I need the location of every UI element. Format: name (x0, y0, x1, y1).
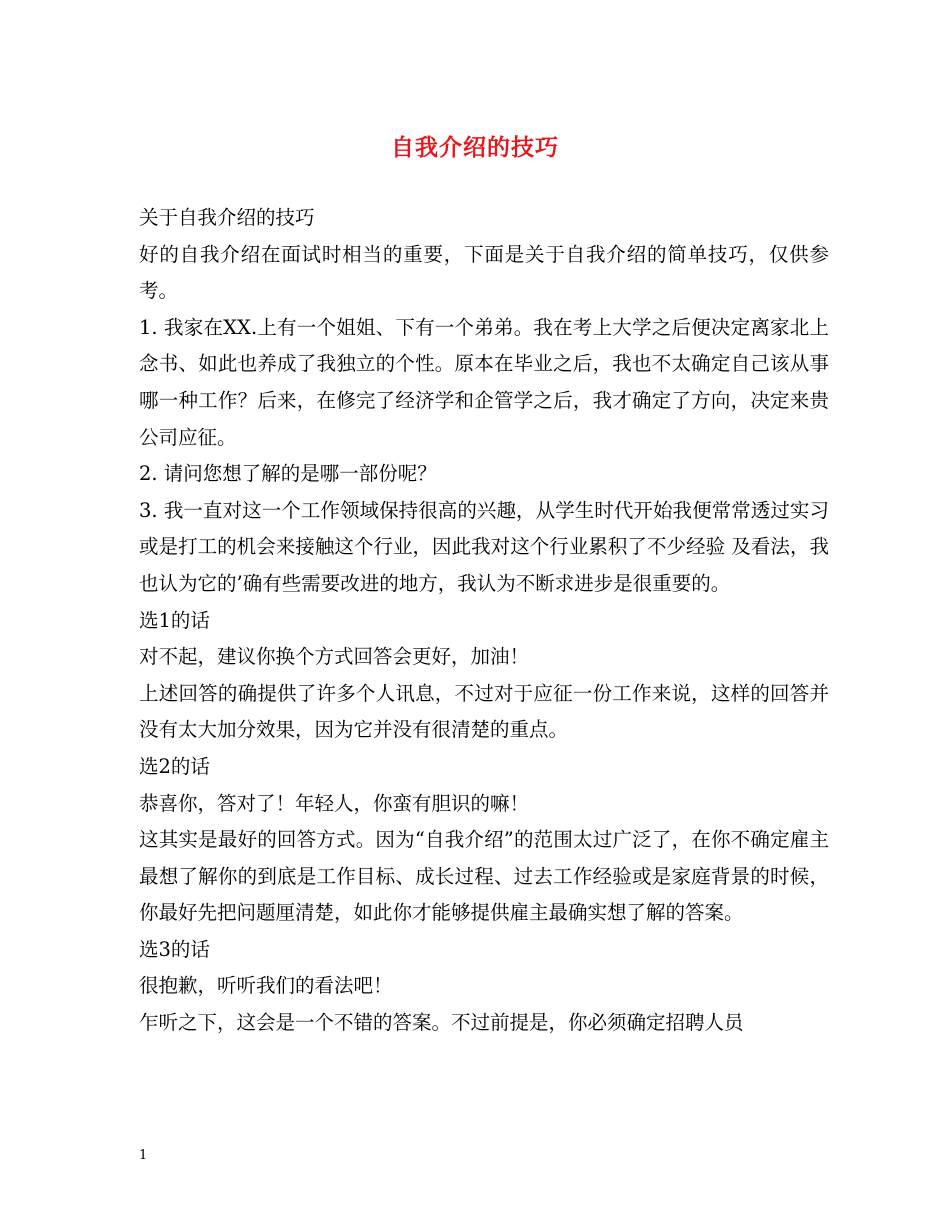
paragraph: 好的自我介绍在面试时相当的重要，下面是关于自我介绍的简单技巧，仅供参考。 (139, 242, 829, 303)
document-body (139, 200, 829, 1042)
page-number: 1 (139, 1148, 148, 1163)
paragraph: 2. 请问您想了解的是哪一部份呢？ (139, 462, 437, 486)
paragraph: 选2的话 (139, 754, 210, 778)
paragraph: 乍听之下，这会是一个不错的答案。不过前提是，你必须确定招聘人员 (139, 1011, 744, 1035)
paragraph: 很抱歉，听听我们的看法吧！ (139, 974, 393, 998)
paragraph: 3. 我一直对这一个工作领域保持很高的兴趣，从学生时代开始我便常常透过实习或是打工的机会来接触这个行业，因此我对这个行业累积了不少经验 及看法，我也认为它的’确有些需要改进的地方，我认为不断求进步是很重要的。 (139, 498, 829, 595)
paragraph: 上述回答的确提供了许多个人讯息，不过对于应征一份工作来说，这样的回答并没有太大加分效果，因为它并没有很清楚的重点。 (139, 681, 829, 742)
paragraph: 选1的话 (139, 608, 210, 632)
paragraph: 关于自我介绍的技巧 (139, 206, 315, 229)
paragraph: 对不起，建议你换个方式回答会更好，加油！ (139, 645, 530, 669)
page-title: 自我介绍的技巧 (391, 134, 559, 161)
paragraph: 这其实是最好的回答方式。因为“自我介绍”的范围太过广泛了，在你不确定雇主最想了解你的到底是工作目标、成长过程、过去工作经验或是家庭背景的时候，你最好先把问题厘清楚，如此你才能够提供雇主最确实想了解的答案。 (139, 828, 829, 925)
paragraph: 1. 我家在XX.上有一个姐姐、下有一个弟弟。我在考上大学之后便决定离家北上念书、如此也养成了我独立的个性。原本在毕业之后，我也不太确定自己该从事哪一种工作？后来，在修完了经济学和企管学之后，我才确定了方向，决定来贵公司应征。 (139, 315, 829, 449)
paragraph: 选3的话 (139, 937, 210, 961)
paragraph: 恭喜你，答对了！年轻人，你蛮有胆识的嘛！ (139, 791, 530, 815)
